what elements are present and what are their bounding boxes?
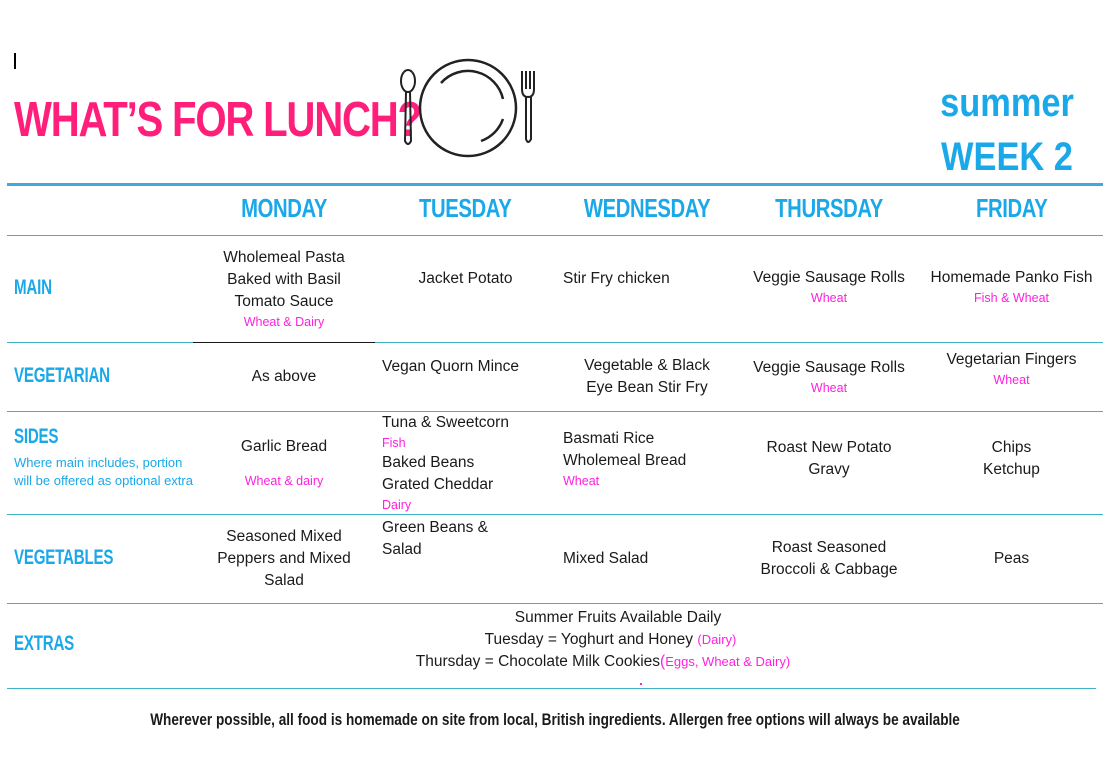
vegetables-row — [7, 514, 1103, 603]
corner-cell — [7, 186, 193, 235]
menu-line: Peas — [993, 549, 1030, 567]
main-tuesday — [375, 235, 556, 342]
sides-row — [7, 411, 1103, 514]
menu-line: Vegetable & Black — [584, 356, 710, 374]
extras-text: Tuesday = Yoghurt and Honey — [484, 630, 694, 648]
menu-line: Stir Fry chicken — [563, 269, 670, 287]
extras-line-3 — [103, 651, 1103, 673]
footer-text: Wherever possible, all food is homemade on site from local, British ingredients. Allergen free options will always be available — [150, 710, 961, 729]
menu-line: Salad — [264, 571, 304, 589]
main-row — [7, 235, 1103, 342]
allergen-note: (Dairy) — [697, 631, 737, 647]
extras-text: Summer Fruits Available Daily — [514, 608, 722, 626]
row-label-main: MAIN — [14, 275, 52, 299]
vegetarian-tuesday — [375, 342, 556, 411]
page-title: WHAT’S FOR LUNCH? — [14, 93, 421, 147]
allergen-note: Dairy — [382, 497, 412, 512]
vegetables-wednesday — [556, 514, 738, 603]
menu-line: Baked Beans — [382, 453, 475, 471]
day-friday: FRIDAY — [975, 192, 1048, 223]
allergen-note: Wheat — [993, 372, 1030, 387]
menu-line: Roast Seasoned — [771, 538, 887, 556]
allergen-note: Fish & Wheat — [973, 290, 1050, 305]
row-label-vegetarian: VEGETARIAN — [14, 363, 110, 387]
week-label: WEEK 2 — [941, 135, 1073, 179]
main-wednesday — [556, 235, 738, 342]
row-label-extras: EXTRAS — [14, 632, 75, 656]
sides-thursday — [738, 411, 920, 514]
menu-line: Gravy — [808, 460, 850, 478]
extras-row — [7, 603, 1103, 687]
menu-line: Tomato Sauce — [234, 292, 334, 310]
vegetarian-thursday — [738, 342, 920, 411]
allergen-note: Wheat — [563, 473, 600, 488]
menu-line: Roast New Potato — [766, 438, 892, 456]
extras-text: Thursday = Chocolate Milk Cookies — [415, 652, 661, 670]
menu-line: Veggie Sausage Rolls — [753, 268, 905, 286]
sides-tuesday — [375, 411, 556, 514]
row-label-vegetables: VEGETABLES — [14, 545, 114, 569]
allergen-note: Wheat & dairy — [244, 473, 324, 488]
menu-line: Salad — [382, 540, 422, 558]
day-wednesday: WEDNESDAY — [583, 192, 711, 223]
menu-line: Broccoli & Cabbage — [760, 560, 898, 578]
extras-line-2 — [118, 629, 1103, 651]
sides-friday — [920, 411, 1103, 514]
allergen-note: Wheat & Dairy — [243, 314, 325, 329]
extras-cell — [193, 603, 1103, 687]
menu-line: Chips — [991, 438, 1032, 456]
season-label: summer — [940, 81, 1074, 125]
sides-monday — [193, 411, 375, 514]
allergen-note: Wheat — [810, 290, 848, 305]
row-label-sides: SIDES — [14, 424, 59, 448]
stray-dot — [640, 683, 642, 685]
day-header-row — [7, 186, 1103, 235]
menu-line: Wholemeal Pasta — [223, 248, 345, 266]
vegetables-tuesday — [375, 514, 556, 603]
menu-line: Ketchup — [983, 460, 1040, 478]
season-heading — [932, 76, 1082, 184]
vegetarian-friday — [920, 342, 1103, 411]
allergen-note: Eggs, Wheat & Dairy) — [665, 653, 791, 669]
menu-line: As above — [251, 367, 317, 385]
menu-line: Jacket Potato — [418, 269, 513, 287]
day-thursday: THURSDAY — [775, 192, 883, 223]
vegetarian-wednesday — [556, 342, 738, 411]
menu-line: Veggie Sausage Rolls — [753, 358, 905, 376]
menu-line: Eye Bean Stir Fry — [586, 378, 708, 396]
sides-note: Where main includes, portion will be offered as optional extra — [14, 454, 193, 488]
main-friday — [920, 235, 1103, 342]
menu-line: Seasoned Mixed — [226, 527, 342, 545]
menu-line: Homemade Panko Fish — [930, 268, 1093, 286]
vegetables-friday — [920, 514, 1103, 603]
sides-wednesday — [556, 411, 738, 514]
extras-line-1 — [133, 607, 1103, 629]
vegetables-thursday — [738, 514, 920, 603]
menu-line: Green Beans & — [382, 518, 488, 536]
vegetarian-row — [7, 342, 1103, 411]
menu-line: Vegetarian Fingers — [946, 350, 1077, 368]
text-cursor — [14, 53, 16, 69]
allergen-note: Fish — [382, 435, 406, 450]
day-monday: MONDAY — [241, 192, 327, 223]
menu-line: Garlic Bread — [240, 437, 328, 455]
allergen-note: Wheat — [810, 380, 848, 395]
plate-cutlery-icon — [393, 53, 543, 165]
menu-line: Mixed Salad — [563, 549, 649, 567]
menu-line: Peppers and Mixed — [217, 549, 351, 567]
menu-line: Grated Cheddar — [382, 475, 494, 493]
vegetarian-monday — [193, 342, 375, 411]
vegetables-monday — [193, 514, 375, 603]
menu-line: Baked with Basil — [227, 270, 341, 288]
main-monday — [193, 235, 375, 342]
allergen-paren: ( — [660, 652, 666, 670]
menu-line: Tuna & Sweetcorn — [382, 413, 509, 431]
main-thursday — [738, 235, 920, 342]
table-bottom-rule — [7, 688, 1096, 689]
menu-line: Basmati Rice — [563, 429, 655, 447]
menu-table — [7, 186, 1103, 687]
menu-line: Vegan Quorn Mince — [382, 357, 520, 375]
menu-line: Wholemeal Bread — [563, 451, 687, 469]
footer-note — [0, 710, 1111, 730]
day-tuesday: TUESDAY — [419, 192, 512, 223]
